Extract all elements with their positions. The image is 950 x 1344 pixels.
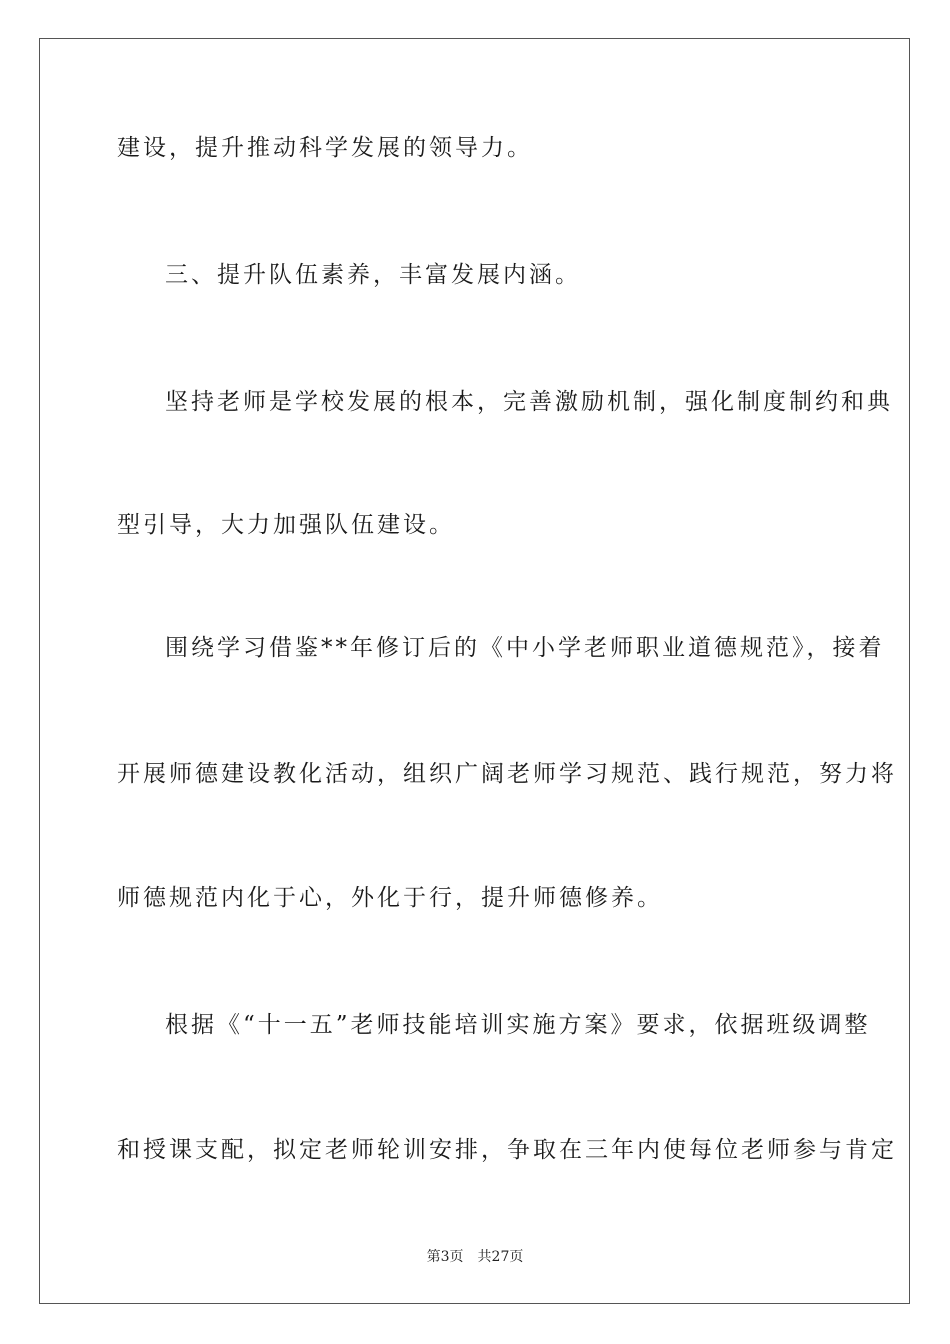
page-border (39, 38, 910, 1304)
body-text-line: 开展师德建设教化活动，组织广阔老师学习规范、践行规范，努力将 (117, 761, 897, 787)
section-heading: 三、提升队伍素养，丰富发展内涵。 (165, 262, 581, 288)
page-total: 共27页 (477, 1249, 524, 1265)
paragraph-first-line: 根据《“十一五”老师技能培训实施方案》要求，依据班级调整 (165, 1012, 871, 1038)
body-text-line: 型引导，大力加强队伍建设。 (117, 512, 455, 538)
paragraph-first-line: 围绕学习借鉴**年修订后的《中小学老师职业道德规范》，接着 (165, 635, 885, 661)
page-number: 第3页 (426, 1249, 464, 1265)
body-text-line: 师德规范内化于心，外化于行，提升师德修养。 (117, 885, 663, 911)
body-text-line: 建设，提升推动科学发展的领导力。 (117, 135, 533, 161)
paragraph-first-line: 坚持老师是学校发展的根本，完善激励机制，强化制度制约和典 (165, 389, 893, 415)
page-footer (0, 1247, 950, 1267)
body-text-line: 和授课支配，拟定老师轮训安排，争取在三年内使每位老师参与肯定 (117, 1137, 897, 1163)
